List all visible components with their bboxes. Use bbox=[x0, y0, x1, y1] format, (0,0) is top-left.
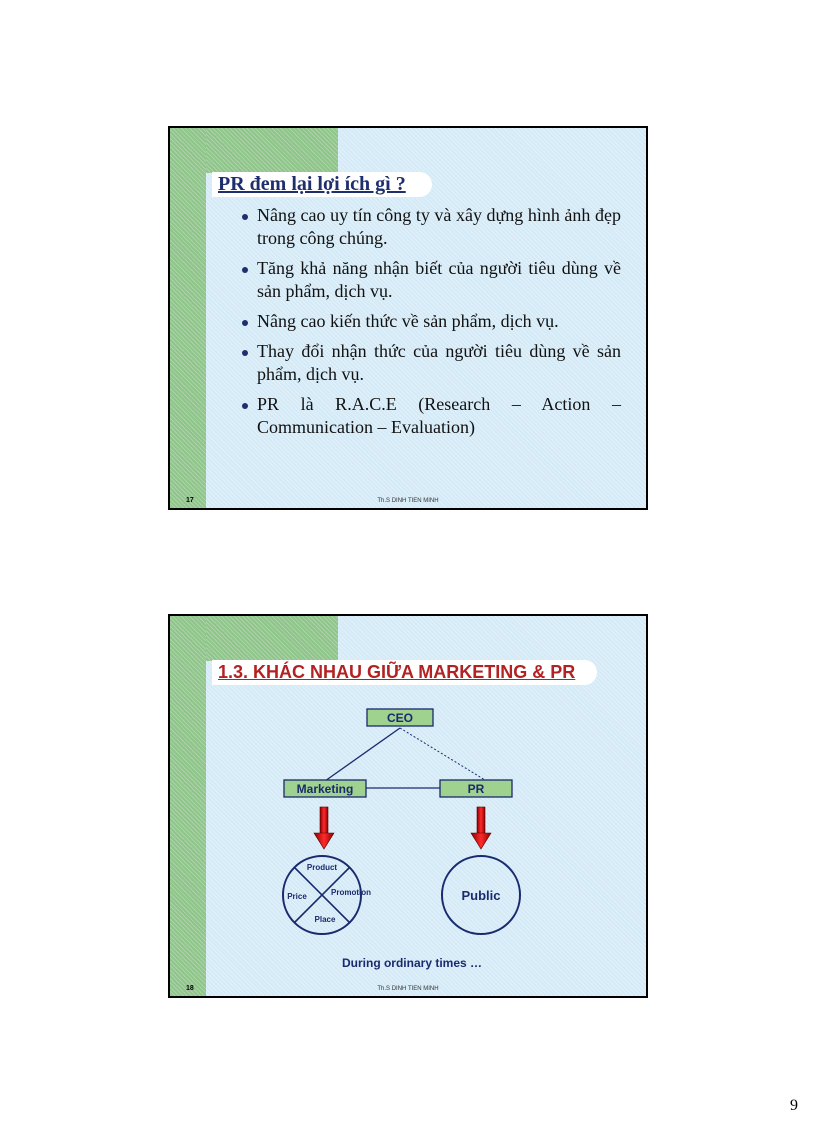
product-label: Product bbox=[306, 863, 338, 872]
place-label: Place bbox=[314, 915, 336, 924]
slide-number: 17 bbox=[186, 497, 194, 504]
ceo-label: CEO bbox=[386, 711, 414, 725]
slide-17 bbox=[168, 126, 648, 510]
bullet-text: Thay đổi nhận thức của người tiêu dùng về sản phẩm, dịch vụ. bbox=[257, 341, 621, 384]
pr-down-arrow-icon bbox=[471, 807, 491, 849]
bullet-text: Nâng cao uy tín công ty và xây dựng hình ảnh đẹp trong công chúng. bbox=[257, 205, 621, 248]
promotion-label: Promotion bbox=[331, 888, 371, 897]
bullet-item bbox=[240, 393, 621, 439]
slide-side-band bbox=[170, 128, 206, 508]
page-number: 9 bbox=[790, 1097, 798, 1114]
bullet-list bbox=[240, 204, 621, 446]
bullet-dot-icon bbox=[242, 320, 248, 326]
bullet-dot-icon bbox=[242, 350, 248, 356]
slide-18 bbox=[168, 614, 648, 998]
slide-title-box bbox=[212, 172, 432, 197]
ceo-marketing-line bbox=[325, 728, 400, 781]
ceo-pr-dashed-line bbox=[400, 728, 485, 780]
slide-title: PR đem lại lợi ích gì ? bbox=[218, 173, 406, 195]
bullet-item bbox=[240, 204, 621, 250]
pr-label: PR bbox=[467, 782, 485, 796]
bullet-text: Tăng khả năng nhận biết của người tiêu dùng về sản phẩm, dịch vụ. bbox=[257, 258, 621, 301]
bullet-dot-icon bbox=[242, 267, 248, 273]
slide-footer: Th.S DINH TIEN MINH bbox=[377, 498, 439, 504]
bullet-dot-icon bbox=[242, 403, 248, 409]
bullet-dot-icon bbox=[242, 214, 248, 220]
slide-footer: Th.S DINH TIEN MINH bbox=[377, 986, 439, 992]
bullet-item bbox=[240, 310, 621, 333]
slide-top-band bbox=[206, 128, 338, 173]
bullet-item bbox=[240, 340, 621, 386]
price-label: Price bbox=[287, 892, 307, 901]
bullet-text: PR là R.A.C.E (Research – Action – Communication – Evaluation) bbox=[257, 394, 621, 437]
marketing-label: Marketing bbox=[296, 782, 354, 796]
marketing-down-arrow-icon bbox=[314, 807, 334, 849]
bullet-item bbox=[240, 257, 621, 303]
public-label: Public bbox=[461, 888, 501, 903]
slide-title: 1.3. KHÁC NHAU GIỮA MARKETING & PR bbox=[218, 662, 576, 682]
bullet-text: Nâng cao kiến thức về sản phẩm, dịch vụ. bbox=[257, 311, 559, 331]
diagram-caption: During ordinary times … bbox=[341, 956, 483, 970]
slide-number: 18 bbox=[186, 985, 194, 992]
marketing-pr-diagram bbox=[170, 616, 646, 996]
